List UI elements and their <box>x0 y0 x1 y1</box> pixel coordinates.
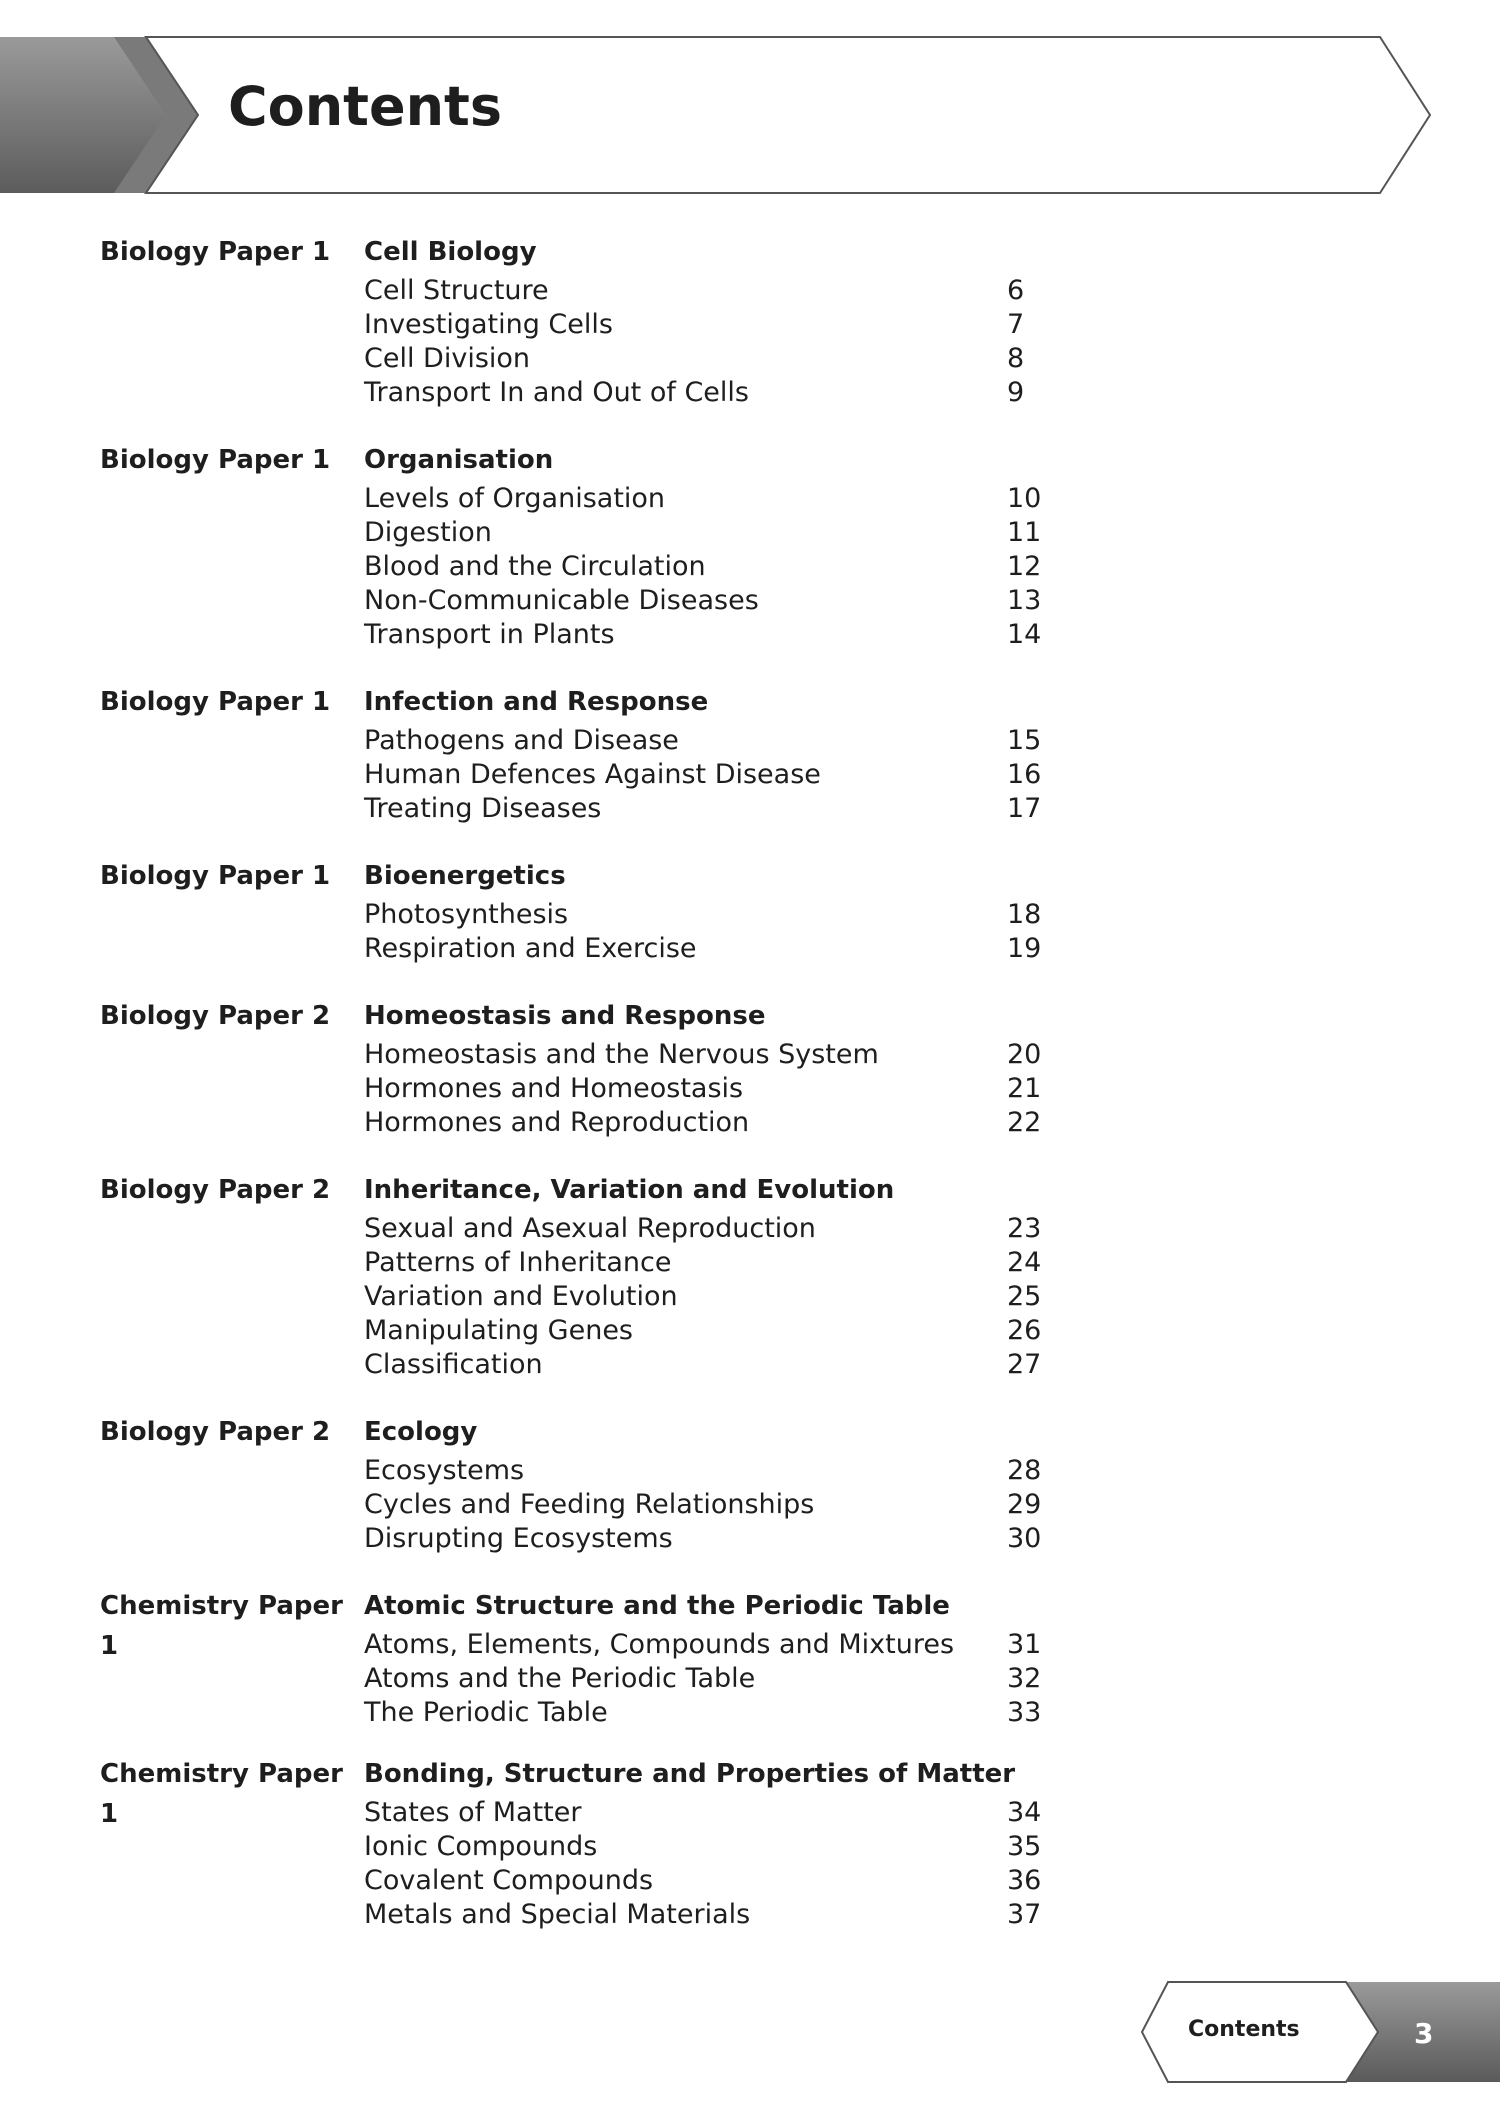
topic-title: Covalent Compounds <box>364 1865 654 1896</box>
section-title: Homeostasis and Response <box>364 1001 766 1031</box>
topic-page-number: 12 <box>1007 551 1042 582</box>
footer-label: Contents <box>1188 2017 1300 2042</box>
topic-title: Homeostasis and the Nervous System <box>364 1039 879 1070</box>
section-title: Ecology <box>364 1417 478 1447</box>
topic-page-number: 21 <box>1007 1073 1042 1104</box>
toc-entry[interactable] <box>364 516 1100 550</box>
toc-section <box>100 682 1100 826</box>
toc-entry[interactable] <box>364 1796 1100 1830</box>
topic-page-number: 27 <box>1007 1349 1042 1380</box>
topic-title: Sexual and Asexual Reproduction <box>364 1213 816 1244</box>
topic-title: Patterns of Inheritance <box>364 1247 672 1278</box>
table-of-contents <box>100 232 1100 1932</box>
toc-entry[interactable] <box>364 1212 1100 1246</box>
toc-entry[interactable] <box>364 1488 1100 1522</box>
topic-page-number: 6 <box>1007 275 1025 306</box>
toc-entry[interactable] <box>364 758 1100 792</box>
topic-page-number: 7 <box>1007 309 1025 340</box>
section-title: Bonding, Structure and Properties of Matter <box>364 1759 1016 1789</box>
topic-title: Atoms and the Periodic Table <box>364 1663 756 1694</box>
topic-page-number: 28 <box>1007 1455 1042 1486</box>
topic-title: Respiration and Exercise <box>364 933 697 964</box>
topic-page-number: 14 <box>1007 619 1042 650</box>
paper-label: Biology Paper 2 <box>100 1417 331 1447</box>
topic-page-number: 22 <box>1007 1107 1042 1138</box>
header-chevron-shape <box>0 36 1432 194</box>
toc-entry[interactable] <box>364 1830 1100 1864</box>
toc-section <box>100 1412 1100 1556</box>
toc-entry[interactable] <box>364 932 1100 966</box>
toc-entry[interactable] <box>364 1454 1100 1488</box>
topic-page-number: 11 <box>1007 517 1042 548</box>
topic-page-number: 30 <box>1007 1523 1042 1554</box>
topic-title: Hormones and Reproduction <box>364 1107 750 1138</box>
toc-entry[interactable] <box>364 1246 1100 1280</box>
toc-entry[interactable] <box>364 308 1100 342</box>
toc-entry[interactable] <box>364 482 1100 516</box>
toc-entry[interactable] <box>364 342 1100 376</box>
topic-title: Non-Communicable Diseases <box>364 585 759 616</box>
topic-page-number: 33 <box>1007 1697 1042 1728</box>
topic-title: Transport in Plants <box>364 619 615 650</box>
paper-label: Biology Paper 1 <box>100 237 331 267</box>
paper-label: Biology Paper 2 <box>100 1175 331 1205</box>
topic-title: States of Matter <box>364 1797 582 1828</box>
toc-entry[interactable] <box>364 584 1100 618</box>
toc-entry[interactable] <box>364 274 1100 308</box>
topic-page-number: 10 <box>1007 483 1042 514</box>
topic-page-number: 32 <box>1007 1663 1042 1694</box>
topic-title: Human Defences Against Disease <box>364 759 821 790</box>
section-title: Inheritance, Variation and Evolution <box>364 1175 895 1205</box>
topic-title: Treating Diseases <box>364 793 602 824</box>
topic-page-number: 18 <box>1007 899 1042 930</box>
toc-entry[interactable] <box>364 1106 1100 1140</box>
topic-title: Photosynthesis <box>364 899 569 930</box>
topic-page-number: 15 <box>1007 725 1042 756</box>
toc-entry[interactable] <box>364 1348 1100 1382</box>
topic-title: Transport In and Out of Cells <box>364 377 749 408</box>
toc-section <box>100 996 1100 1140</box>
toc-entry[interactable] <box>364 1314 1100 1348</box>
topic-title: Pathogens and Disease <box>364 725 679 756</box>
topic-page-number: 13 <box>1007 585 1042 616</box>
topic-title: Disrupting Ecosystems <box>364 1523 673 1554</box>
topic-page-number: 8 <box>1007 343 1025 374</box>
toc-entry[interactable] <box>364 376 1100 410</box>
toc-entry[interactable] <box>364 550 1100 584</box>
topic-page-number: 26 <box>1007 1315 1042 1346</box>
topic-page-number: 29 <box>1007 1489 1042 1520</box>
topic-title: Levels of Organisation <box>364 483 666 514</box>
toc-section <box>100 856 1100 966</box>
topic-page-number: 31 <box>1007 1629 1042 1660</box>
paper-label: Biology Paper 1 <box>100 445 331 475</box>
toc-section <box>100 232 1100 410</box>
topic-page-number: 9 <box>1007 377 1025 408</box>
toc-entry[interactable] <box>364 792 1100 826</box>
paper-label: Chemistry Paper 1 <box>100 1591 343 1661</box>
topic-page-number: 35 <box>1007 1831 1042 1862</box>
topic-title: Cell Structure <box>364 275 549 306</box>
toc-entry[interactable] <box>364 618 1100 652</box>
topic-title: Variation and Evolution <box>364 1281 678 1312</box>
section-title: Atomic Structure and the Periodic Table <box>364 1591 950 1621</box>
paper-label: Biology Paper 1 <box>100 861 331 891</box>
toc-section <box>100 1754 1100 1932</box>
toc-entry[interactable] <box>364 1898 1100 1932</box>
paper-label: Chemistry Paper 1 <box>100 1759 343 1829</box>
topic-title: Atoms, Elements, Compounds and Mixtures <box>364 1629 955 1660</box>
section-title: Bioenergetics <box>364 861 566 891</box>
topic-title: The Periodic Table <box>364 1697 608 1728</box>
toc-section <box>100 440 1100 652</box>
topic-title: Blood and the Circulation <box>364 551 706 582</box>
topic-title: Digestion <box>364 517 492 548</box>
topic-page-number: 25 <box>1007 1281 1042 1312</box>
page-number: 3 <box>1414 2017 1434 2050</box>
paper-label: Biology Paper 1 <box>100 687 331 717</box>
topic-page-number: 36 <box>1007 1865 1042 1896</box>
topic-title: Manipulating Genes <box>364 1315 633 1346</box>
toc-entry[interactable] <box>364 1628 1100 1662</box>
topic-page-number: 17 <box>1007 793 1042 824</box>
topic-title: Investigating Cells <box>364 309 613 340</box>
toc-entry[interactable] <box>364 1696 1100 1730</box>
page-title: Contents <box>228 75 503 138</box>
topic-title: Ecosystems <box>364 1455 525 1486</box>
topic-title: Cell Division <box>364 343 531 374</box>
toc-entry[interactable] <box>364 1072 1100 1106</box>
topic-title: Cycles and Feeding Relationships <box>364 1489 815 1520</box>
topic-title: Metals and Special Materials <box>364 1899 751 1930</box>
topic-page-number: 20 <box>1007 1039 1042 1070</box>
topic-page-number: 19 <box>1007 933 1042 964</box>
topic-title: Hormones and Homeostasis <box>364 1073 744 1104</box>
toc-entry[interactable] <box>364 898 1100 932</box>
section-title: Cell Biology <box>364 237 537 267</box>
toc-entry[interactable] <box>364 1038 1100 1072</box>
paper-label: Biology Paper 2 <box>100 1001 331 1031</box>
section-title: Organisation <box>364 445 554 475</box>
toc-entry[interactable] <box>364 1864 1100 1898</box>
topic-page-number: 16 <box>1007 759 1042 790</box>
topic-title: Ionic Compounds <box>364 1831 598 1862</box>
header-banner <box>0 36 1432 194</box>
toc-entry[interactable] <box>364 1280 1100 1314</box>
topic-page-number: 34 <box>1007 1797 1042 1828</box>
toc-entry[interactable] <box>364 724 1100 758</box>
toc-entry[interactable] <box>364 1522 1100 1556</box>
toc-entry[interactable] <box>364 1662 1100 1696</box>
section-title: Infection and Response <box>364 687 709 717</box>
toc-section <box>100 1170 1100 1382</box>
topic-page-number: 24 <box>1007 1247 1042 1278</box>
topic-page-number: 23 <box>1007 1213 1042 1244</box>
toc-section <box>100 1586 1100 1730</box>
topic-title: Classification <box>364 1349 543 1380</box>
topic-page-number: 37 <box>1007 1899 1042 1930</box>
